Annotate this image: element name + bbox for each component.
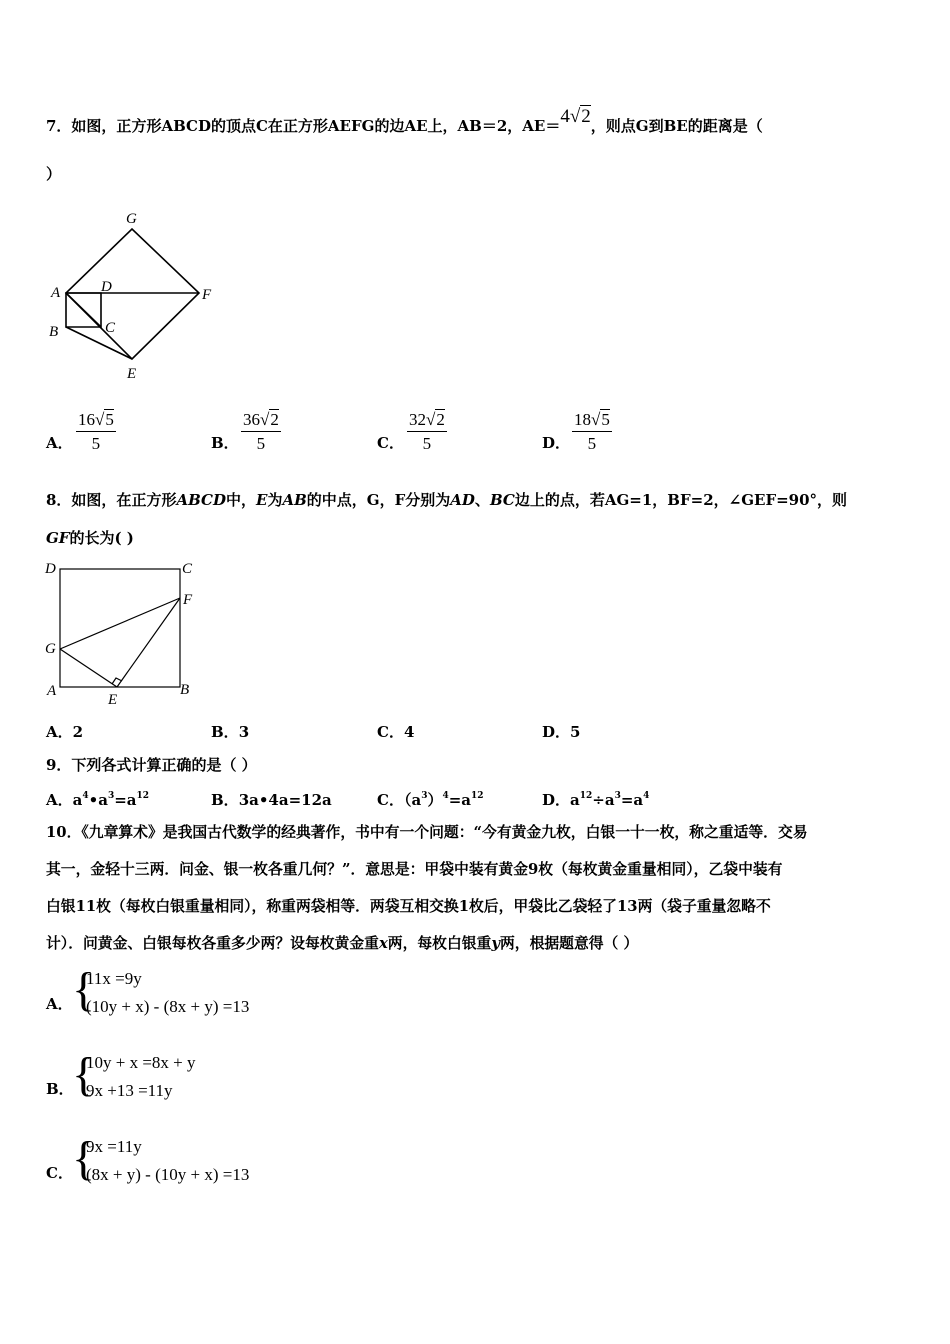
q9-option-c: C．$(a^3)^4=a^{12}$ <box>377 791 484 809</box>
q8-square-abcd <box>60 569 180 687</box>
q8-option-b: B．3 <box>211 723 250 741</box>
q8-option-c: C．4 <box>377 723 415 741</box>
q8-segment-ge <box>60 649 117 687</box>
q8-label-g: G <box>45 641 56 657</box>
q7-figure <box>40 205 230 385</box>
q7-label-b: B <box>49 324 59 340</box>
q9-option-a: A．$a^4•a^3=a^{12}$ <box>46 791 150 809</box>
q10-option-a-label: A． <box>46 995 73 1013</box>
q9-stem: 9．下列各式计算正确的是（ ） <box>46 756 257 774</box>
q9-option-b: B．3a•4a=12a <box>211 791 332 809</box>
q8-label-e: E <box>108 692 118 708</box>
q7-option-d-label: D． <box>542 434 571 452</box>
q7-stem-close: ） <box>46 165 62 183</box>
q7-segment-ac <box>66 293 101 327</box>
q10-option-c-brace: { <box>72 1132 96 1185</box>
q10-option-c-eq2: (8x + y) - (10y + x) =13 <box>86 1165 250 1184</box>
q7-option-a-value: $\frac{16√5}{5}$ <box>78 410 114 453</box>
q10-option-c-label: C． <box>46 1164 73 1182</box>
q9-option-d: D．$a^{12}\div a^3=a^4$ <box>542 791 650 809</box>
q7-label-a: A <box>51 285 61 301</box>
q7-option-a-label: A． <box>46 434 73 452</box>
q10-option-b-eq2: 9x +13 =11y <box>86 1081 173 1100</box>
q10-option-c-eq1: 9x =11y <box>86 1137 142 1156</box>
q8-label-c: C <box>182 561 193 577</box>
q7-option-b-label: B． <box>211 434 239 452</box>
q7-option-c-label: C． <box>377 434 404 452</box>
q7-label-d: D <box>101 279 112 295</box>
q7-label-e: E <box>127 366 137 382</box>
q7-segment-be <box>66 327 132 359</box>
q8-option-d: D．5 <box>542 723 581 741</box>
q10-option-b-label: B． <box>46 1080 74 1098</box>
q7-option-b-value: $\frac{36√2}{5}$ <box>243 410 279 453</box>
q8-stem-line2: GF的长为( ) <box>46 529 134 547</box>
q10-stem-line1: 10．《九章算术》是我国古代数学的经典著作，书中有一个问题：“今有黄金九枚，白银一十一枚，称之重适等．交易 <box>46 824 808 841</box>
q7-text-b: ，则点G到BE的距离是（ <box>590 117 763 135</box>
q10-option-a-eq1: 11x =9y <box>86 969 142 988</box>
q8-right-angle-mark <box>112 678 122 684</box>
q10-stem-line3: 白银11枚（每枚白银重量相同），称重两袋相等．两袋互相交换1枚后，甲袋比乙袋轻了13两（袋子重量忽略不 <box>46 898 771 915</box>
q8-label-b: B <box>180 682 190 698</box>
q7-ae-value: 4√2 <box>560 106 591 127</box>
q7-square-aefg <box>66 229 199 359</box>
q7-option-d-value: $\frac{18√5}{5}$ <box>574 410 610 453</box>
q7-text-a: 7．如图，正方形ABCD的顶点C在正方形AEFG的边AE上，AB＝2，AE＝ <box>46 117 561 135</box>
q8-label-d: D <box>45 561 56 577</box>
q7-stem <box>46 106 763 136</box>
q8-stem-line1: 8．如图，在正方形ABCD中，E为AB的中点，G，F分别为AD、BC边上的点，若AG=1，BF=2，∠GEF=90°，则 <box>46 491 848 509</box>
q10-stem-line4: 计）．问黄金、白银每枚各重多少两？设每枚黄金重x两，每枚白银重y两，根据题意得（ ） <box>46 935 639 952</box>
q7-label-g: G <box>126 211 137 227</box>
q7-label-c: C <box>105 320 116 336</box>
q7-option-c-value: $\frac{32√2}{5}$ <box>409 410 445 453</box>
q8-option-a: A．2 <box>46 723 84 741</box>
q10-option-a-eq2: (10y + x) - (8x + y) =13 <box>86 997 250 1016</box>
q10-option-b-eq1: 10y + x =8x + y <box>86 1053 196 1072</box>
q10-option-a-brace: { <box>72 963 96 1016</box>
q7-label-f: F <box>202 287 212 303</box>
q10-option-b-brace: { <box>72 1048 96 1101</box>
q8-figure <box>40 556 210 711</box>
q8-label-f: F <box>183 592 193 608</box>
q8-label-a: A <box>47 683 57 699</box>
q10-stem-line2: 其一，金轻十三两．问金、银一枚各重几何？”．意思是：甲袋中装有黄金9枚（每枚黄金重量相同），乙袋中装有 <box>46 861 783 878</box>
